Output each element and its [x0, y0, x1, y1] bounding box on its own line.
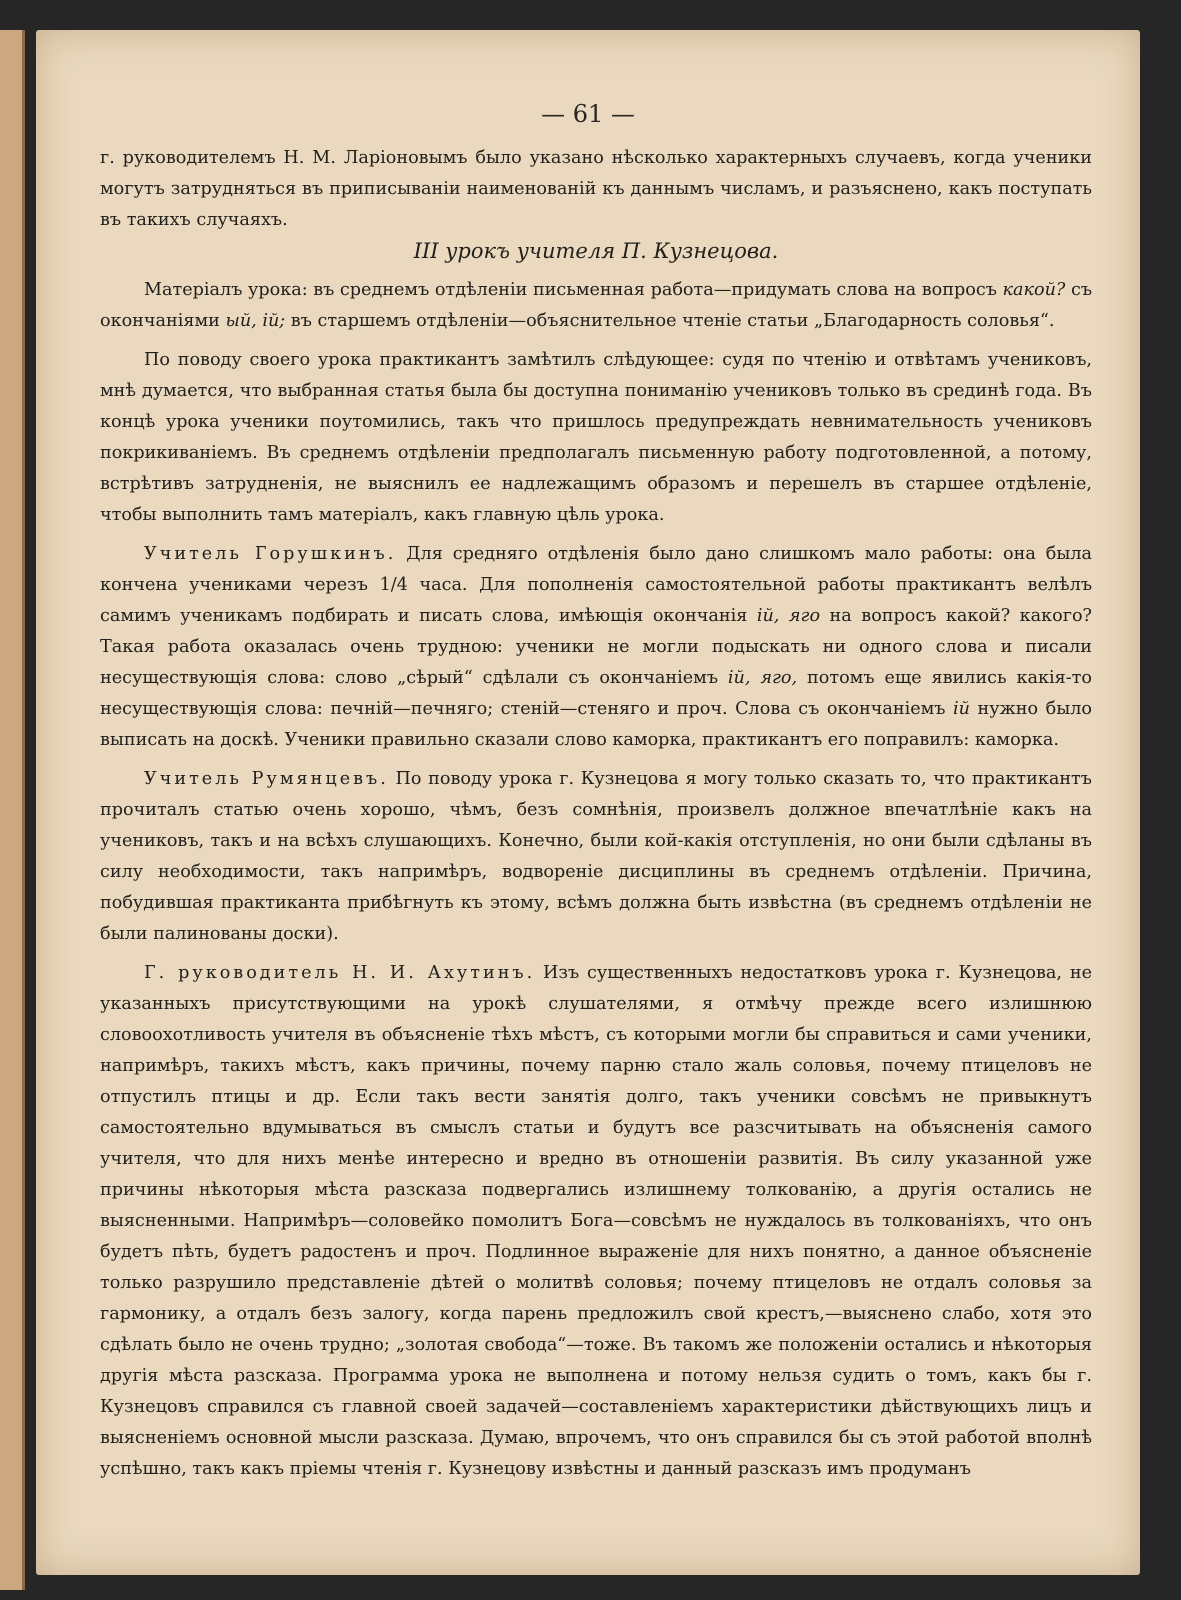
- gorushkin-paragraph: Учитель Горушкинъ. Для средняго отдѣленія было дано слишкомъ мало работы: она была кончена учениками черезъ 1/4 часа. Для пополненія самостоятельной работы практикантъ велѣлъ самимъ ученикамъ подбирать и писать слова, имѣющія окончанія ій, яго на вопросъ какой? какого? Такая работа оказалась очень трудною: ученики не могли подыскать ни одного слова и писали несуществующія слова: слово „сѣрый“ сдѣлали съ окончаніемъ ій, яго, потомъ еще явились какія-то несуществующія слова: печній—печняго; стеній—стеняго и проч. Слова съ окончаніемъ ій нужно было выписать на доскѣ. Ученики правильно сказали слово каморка, практикантъ его поправилъ: каморка.: [100, 544, 1093, 750]
- facing-page-edge: [0, 30, 25, 1590]
- speaker-name: Учитель Горушкинъ.: [144, 544, 397, 564]
- section-heading: III урокъ учителя П. Кузнецова.: [413, 239, 779, 263]
- page-text: [100, 143, 1092, 1493]
- fraction: 1/4: [379, 575, 408, 595]
- page-number: — 61 —: [541, 100, 635, 128]
- lesson-material-paragraph: Матеріалъ урока: въ среднемъ отдѣленіи письменная работа—придумать слова на вопросъ какой? съ окончаніями ый, ій; въ старшемъ отдѣленіи—объяснительное чтеніе статьи „Благодарность соловья“.: [100, 280, 1093, 331]
- speaker-name: Г. руководитель Н. И. Ахутинъ.: [144, 963, 536, 983]
- rumyantsev-paragraph: Учитель Румянцевъ. По поводу урока г. Кузнецова я могу только сказать то, что практикантъ прочиталъ статью очень хорошо, чѣмъ, безъ сомнѣнія, произвелъ должное впечатлѣніе какъ на учениковъ, такъ и на всѣхъ слушающихъ. Конечно, были кой-какія отступленія, но они были сдѣланы въ силу необходимости, такъ напримѣръ, водвореніе дисциплины въ среднемъ отдѣленіи. Причина, побудившая практиканта прибѣгнуть къ этому, всѣмъ должна быть извѣстна (въ среднемъ отдѣленіи не были палинованы доски).: [100, 769, 1092, 944]
- intro-paragraph: г. руководителемъ Н. М. Ларіоновымъ было указано нѣсколько характерныхъ случаевъ, когда ученики могутъ затрудняться въ приписываніи наименованій къ даннымъ числамъ, и разъяснено, какъ поступать въ такихъ случаяхъ.: [100, 148, 1092, 230]
- trainee-remarks-paragraph: По поводу своего урока практикантъ замѣтилъ слѣдующее: судя по чтенію и отвѣтамъ учениковъ, мнѣ думается, что выбранная статья была бы доступна пониманію учениковъ только въ срединѣ года. Въ концѣ урока ученики поутомились, такъ что пришлось предупреждать невнимательность учениковъ покрикиваніемъ. Въ среднемъ отдѣленіи предполагалъ письменную работу подготовленной, а потому, встрѣтивъ затрудненія, не выяснилъ ее надлежащимъ образомъ и перешелъ въ старшее отдѣленіе, чтобы выполнить тамъ матеріалъ, какъ главную цѣль урока.: [100, 350, 1092, 525]
- akhutin-paragraph: Г. руководитель Н. И. Ахутинъ. Изъ существенныхъ недостатковъ урока г. Кузнецова, не указанныхъ присутствующими на урокѣ слушателями, я отмѣчу прежде всего излишнюю словоохотливость учителя въ объясненіе тѣхъ мѣстъ, съ которыми могли бы справиться и сами ученики, напримѣръ, такихъ мѣстъ, какъ причины, почему парню стало жаль соловья, почему птицеловъ не отпустилъ птицы и др. Если такъ вести занятія долго, такъ ученики совсѣмъ не привыкнутъ самостоятельно вдумываться въ смыслъ статьи и будутъ все разсчитывать на объясненія самого учителя, что для нихъ менѣе интересно и вредно въ отношеніи развитія. Въ силу указанной уже причины нѣкоторыя мѣста разсказа подвергались излишнему толкованію, а другія остались не выясненными. Напримѣръ—соловейко помолитъ Бога—совсѣмъ не нуждалось въ толкованіяхъ, что онъ будетъ пѣть, будетъ радостенъ и проч. Подлинное выраженіе для нихъ понятно, а данное объясненіе только разрушило представленіе дѣтей о молитвѣ соловья; почему птицеловъ не отдалъ соловья за гармонику, а отдалъ безъ залогу, когда парень предложилъ свой крестъ,—выяснено слабо, хотя это сдѣлать было не очень трудно; „золотая свобода“—тоже. Въ такомъ же положеніи остались и нѣкоторыя другія мѣста разсказа. Программа урока не выполнена и потому нельзя судить о томъ, какъ бы г. Кузнецовъ справился съ главной своей задачей—составленіемъ характеристики дѣйствующихъ лицъ и выясненіемъ основной мысли разсказа. Думаю, впрочемъ, что онъ справился бы съ этой работой вполнѣ успѣшно, такъ какъ пріемы чтенія г. Кузнецову извѣстны и данный разсказъ имъ продуманъ: [100, 963, 1092, 1479]
- book-page: [36, 30, 1140, 1575]
- speaker-name: Учитель Румянцевъ.: [144, 769, 389, 789]
